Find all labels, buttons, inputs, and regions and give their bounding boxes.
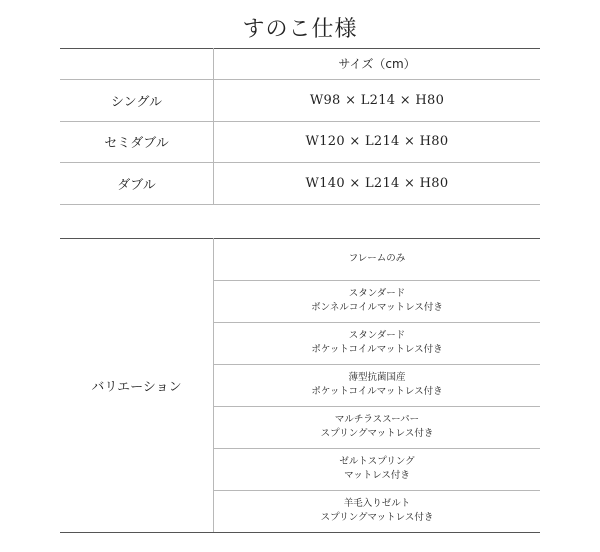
variation-item-line2: スプリングマットレス付き (320, 428, 434, 439)
variation-item-line1: 薄型抗菌国産 (348, 372, 406, 383)
variation-item-line1: 羊毛入りゼルト (343, 498, 411, 509)
size-row-label: セミダブル (104, 136, 169, 151)
variation-item-line2: ボンネルコイルマットレス付き (311, 302, 443, 313)
variation-item-line1: スタンダード (348, 288, 406, 299)
variation-item (214, 448, 540, 490)
variation-item-line2: ポケットコイルマットレス付き (311, 344, 443, 355)
size-row-dimensions: W120 × L214 × H80 (305, 134, 449, 149)
variation-item-line2: スプリングマットレス付き (320, 512, 434, 523)
variation-item (214, 490, 540, 532)
size-row-label: シングル (110, 94, 163, 110)
variation-item-line2: マットレス付き (344, 470, 410, 481)
variation-item (214, 280, 540, 322)
variation-item-line1: スタンダード (348, 330, 406, 341)
variation-item (214, 238, 540, 280)
size-column-header: サイズ（cm） (338, 57, 416, 71)
size-row-label: ダブル (117, 177, 156, 193)
variation-item-line1: マルチラススーパー (334, 414, 420, 425)
variation-item (214, 364, 540, 406)
page-title: すのこ仕様 (242, 17, 358, 42)
variation-item-line1: フレームのみ (348, 253, 406, 264)
variation-item-line2: ポケットコイルマットレス付き (311, 386, 443, 397)
variation-label: バリエーション (91, 379, 182, 395)
table-bottom-border (60, 204, 540, 205)
size-row-dimensions: W98 × L214 × H80 (309, 92, 445, 108)
size-row-dimensions: W140 × L214 × H80 (305, 175, 449, 191)
table-bottom-border (60, 532, 540, 533)
variation-item (214, 406, 540, 448)
variation-item (214, 322, 540, 364)
variation-item-line1: ゼルトスプリング (339, 456, 415, 467)
